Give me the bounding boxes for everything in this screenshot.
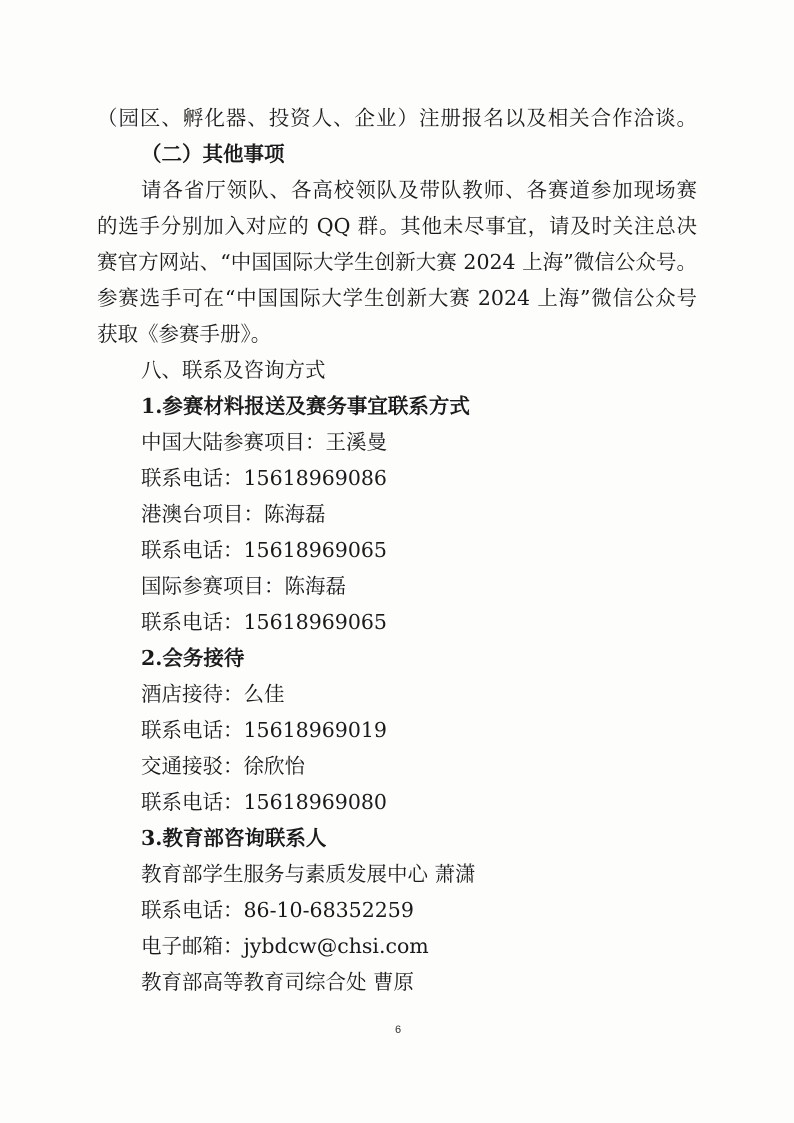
contact-phone: 联系电话：15618969080: [141, 790, 387, 814]
page-number: 6: [394, 1024, 402, 1036]
subheading-ministry-contact: 3.教育部咨询联系人: [141, 826, 327, 850]
contact-phone: 联系电话：15618969019: [141, 718, 387, 742]
contact-email: 电子邮箱：jybdcw@chsi.com: [141, 934, 429, 958]
contact-name: 中国大陆参赛项目：王溪曼: [141, 430, 387, 454]
subheading-reception: 2.会务接待: [141, 646, 245, 670]
paragraph-line: 参赛选手可在“中国国际大学生创新大赛 2024 上海”微信公众号: [97, 286, 697, 310]
paragraph-line: 赛官方网站、“中国国际大学生创新大赛 2024 上海”微信公众号。: [97, 250, 697, 274]
contact-name: 酒店接待：么佳: [141, 682, 285, 706]
contact-name: 港澳台项目：陈海磊: [141, 502, 326, 526]
contact-name: 交通接驳：徐欣怡: [141, 754, 305, 778]
contact-name: 教育部高等教育司综合处 曹原: [141, 970, 415, 994]
paragraph-line: 获取《参赛手册》。: [97, 322, 272, 346]
paragraph-continuation: （园区、孵化器、投资人、企业）注册报名以及相关合作洽谈。: [97, 106, 697, 130]
section-heading-contact: 八、联系及咨询方式: [141, 358, 326, 382]
contact-name: 国际参赛项目：陈海磊: [141, 574, 346, 598]
paragraph-line: 的选手分别加入对应的 QQ 群。其他未尽事宜，请及时关注总决: [97, 214, 697, 238]
contact-phone: 联系电话：86-10-68352259: [141, 898, 414, 922]
section-heading-other-matters: （二）其他事项: [141, 142, 285, 166]
contact-phone: 联系电话：15618969065: [141, 610, 387, 634]
contact-phone: 联系电话：15618969086: [141, 466, 387, 490]
subheading-materials-contact: 1.参赛材料报送及赛务事宜联系方式: [141, 394, 470, 418]
contact-phone: 联系电话：15618969065: [141, 538, 387, 562]
contact-name: 教育部学生服务与素质发展中心 萧潇: [141, 862, 476, 886]
paragraph-line: 请各省厅领队、各高校领队及带队教师、各赛道参加现场赛: [141, 178, 697, 202]
